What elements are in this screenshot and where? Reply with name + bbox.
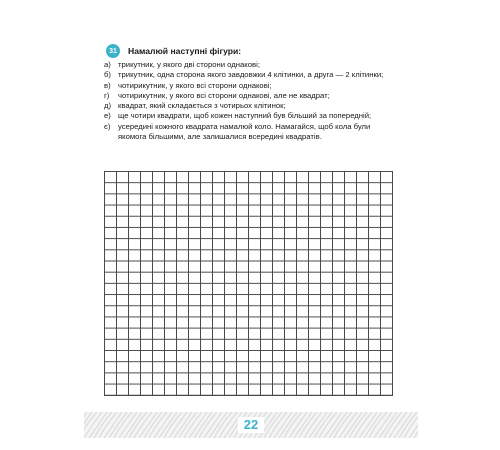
page-number-wrapper	[84, 412, 418, 438]
item-text: ще чотири квадрати, щоб кожен наступний був більший за попередній;	[118, 111, 372, 121]
task-item-e	[104, 111, 396, 121]
task-item-ye	[104, 122, 396, 143]
item-text: трикутник, у якого дві сторони однакові;	[118, 60, 260, 69]
page-number: 22	[238, 417, 264, 433]
item-text: чотирикутник, у якого всі сторони однакові, але не квадрат;	[118, 90, 330, 100]
task-item-d	[104, 101, 396, 111]
item-letter: а)	[104, 60, 111, 69]
item-letter: д)	[104, 101, 112, 111]
item-text: трикутник, одна сторона якого завдовжки 4 клітинки, а друга — 2 клітинки;	[118, 70, 384, 80]
task-number-badge: 31	[106, 44, 120, 58]
item-text: квадрат, який складається з чотирьох клітинок;	[118, 101, 286, 111]
item-letter: в)	[104, 80, 111, 90]
item-letter: е)	[104, 111, 111, 121]
task-item-a	[104, 60, 396, 70]
task-items-list	[104, 60, 396, 142]
item-text: усередині кожного квадрата намалюй коло. Намагайся, щоб кола були якомога більшими, але залишалися всередині квадратів.	[118, 121, 371, 142]
item-letter: г)	[104, 90, 110, 100]
task-item-b	[104, 70, 396, 80]
drawing-grid[interactable]	[104, 171, 393, 396]
item-letter: б)	[104, 70, 111, 80]
item-text: чотирикутник, у якого всі сторони однакові;	[118, 80, 272, 90]
footer-band	[84, 412, 418, 438]
task-title: Намалюй наступні фігури:	[128, 46, 242, 56]
task-item-h	[104, 91, 396, 101]
task-header	[106, 44, 241, 58]
item-letter: є)	[104, 121, 111, 131]
task-item-v	[104, 81, 396, 91]
